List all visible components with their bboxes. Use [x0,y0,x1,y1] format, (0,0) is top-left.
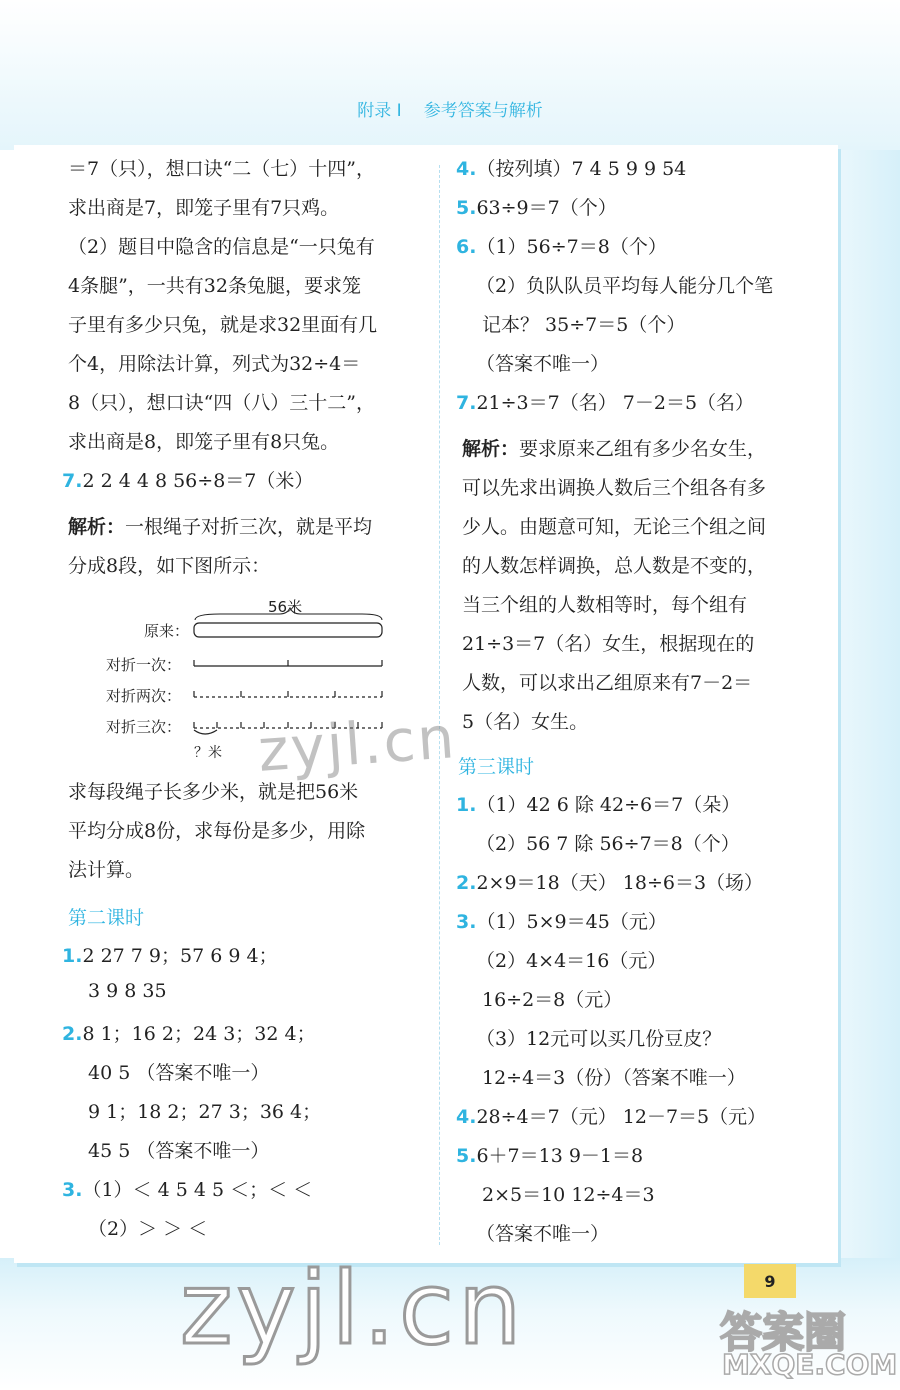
analysis-text: 要求原来乙组有多少名女生， [519,438,767,460]
diagram-top-label: 56米 [268,598,303,616]
answer-line [456,1102,766,1129]
text-line: 求每段绳子长多少米，就是把56米 [68,781,359,803]
question-7 [62,466,313,493]
question-number: 3. [456,911,477,933]
row-label-original: 原来： [144,622,190,640]
analysis-label: 解析： [462,438,520,460]
answer-text: 2 27 7 9；57 6 9 4； [82,945,278,967]
answer-line [456,193,617,220]
answer-line: （答案不唯一） [476,1223,610,1245]
rope-fold2 [194,691,382,697]
question-number: 7. [62,470,83,492]
answer-line: 2×5＝10 12÷4＝3 [482,1184,655,1206]
text-line: 求出商是7，即笼子里有7只鸡。 [68,197,340,219]
text-line: 少人。由题意可知，无论三个组之间 [462,516,767,538]
analysis-text: 一根绳子对折三次，就是平均 [125,516,373,538]
page-number: 9 [744,1264,796,1298]
answer-line: 45 5 （答案不唯一） [88,1140,270,1162]
question-number: 5. [456,197,477,219]
answer-text: （1）5×9＝45（元） [476,911,667,933]
text-line: 分成8段，如下图所示： [68,555,271,577]
answer-text: （1）42 6 除 42÷6＝7（朵） [476,794,741,816]
text-line: 子里有多少只兔，就是求32里面有几 [68,314,378,336]
text-line: 8（只），想口诀“四（八）三十二”， [68,392,376,414]
rope-fold1 [194,660,382,666]
answer-text: 21÷3＝7（名） 7－2＝5（名） [476,392,755,414]
answer-line: （答案不唯一） [476,353,610,375]
analysis-line [68,512,372,539]
answer-line [456,790,740,817]
text-line: 人数，可以求出乙组原来有7－2＝ [462,672,753,694]
text-line: （2）题目中隐含的信息是“一只兔有 [68,236,375,258]
answer-line: 12÷4＝3（份）（答案不唯一） [482,1067,746,1089]
text-line: ＝7（只），想口诀“二（七）十四”， [68,158,376,180]
text-line: 求出商是8，即笼子里有8只兔。 [68,431,340,453]
answer-text: 28÷4＝7（元） 12－7＝5（元） [476,1106,767,1128]
answer-line: （2）＞ ＞ ＜ [88,1218,208,1240]
answer-line: （2）56 7 除 56÷7＝8（个） [476,833,740,855]
answer-line [62,1019,316,1046]
analysis-label: 解析： [68,516,126,538]
answer-text: 2 2 4 4 8 56÷8＝7（米） [82,470,314,492]
question-number: 7. [456,392,477,414]
answer-line: 9 1；18 2；27 3；36 4； [88,1101,322,1123]
row-label-fold1: 对折一次： [106,656,182,674]
watermark-logo: 答案圈 [720,1308,847,1357]
answer-line [62,1175,312,1202]
answer-line [62,941,278,968]
answer-line [456,232,667,259]
question-number: 1. [62,945,83,967]
text-line: 4条腿”，一共有32条兔腿，要求笼 [68,275,361,297]
answer-text: 6＋7＝13 9－1＝8 [476,1145,644,1167]
header-appendix: 附录 I [357,101,402,121]
answer-text: 8 1；16 2；24 3；32 4； [82,1023,316,1045]
text-line: 5（名）女生。 [462,711,589,733]
analysis-line [462,434,766,461]
section-title-lesson2: 第二课时 [68,907,145,929]
answer-line: 3 9 8 35 [88,980,167,1002]
answer-text: （1）＜ 4 5 4 5 ＜；＜ ＜ [82,1179,313,1201]
text-line: 法计算。 [68,859,145,881]
answer-line [456,154,686,181]
answer-line: 40 5 （答案不唯一） [88,1062,270,1084]
text-line: 当三个组的人数相等时，每个组有 [462,594,748,616]
row-label-fold2: 对折两次： [106,687,182,705]
top-frame [0,0,900,150]
question-number: 5. [456,1145,477,1167]
text-line: 可以先求出调换人数后三个组各有多 [462,477,767,499]
row-label-fold3: 对折三次： [106,718,182,736]
answer-line: （2）负队队员平均每人能分几个笔 [476,275,774,297]
answer-text: （按列填）7 4 5 9 9 54 [476,158,687,180]
header-title: 参考答案与解析 [423,101,543,121]
question-number: 3. [62,1179,83,1201]
answer-line: （3）12元可以买几份豆皮？ [476,1028,722,1050]
answer-text: 63÷9＝7（个） [476,197,617,219]
question-number: 4. [456,1106,477,1128]
text-line: 的人数怎样调换，总人数是不变的， [462,555,767,577]
answer-line [456,1141,643,1168]
question-number: 2. [456,872,477,894]
section-title-lesson3: 第三课时 [458,756,535,778]
text-line: 平均分成8份，求每份是多少，用除 [68,820,366,842]
answer-text: 2×9＝18（天） 18÷6＝3（场） [476,872,764,894]
text-line: 21÷3＝7（名）女生，根据现在的 [462,633,755,655]
answer-line: 记本？ 35÷7＝5（个） [482,314,686,336]
question-number: 1. [456,794,477,816]
answer-line: （2）4×4＝16（元） [476,950,667,972]
answer-line [456,388,754,415]
right-frame [838,150,900,1260]
question-number: 2. [62,1023,83,1045]
question-number: 4. [456,158,477,180]
watermark-bottom: zyjl.cn [180,1250,526,1367]
watermark-mid: zyjl.cn [255,703,459,785]
answer-line: 16÷2＝8（元） [482,989,623,1011]
text-line: 个4，用除法计算，列式为32÷4＝ [68,353,361,375]
question-number: 6. [456,236,477,258]
answer-line [456,907,667,934]
watermark-site: MXQE.COM [722,1348,898,1381]
answer-line [456,868,763,895]
page-header [0,96,900,121]
answer-text: （1）56÷7＝8（个） [476,236,667,258]
diagram-question: ？米 [194,745,222,761]
rope-original [194,623,382,637]
